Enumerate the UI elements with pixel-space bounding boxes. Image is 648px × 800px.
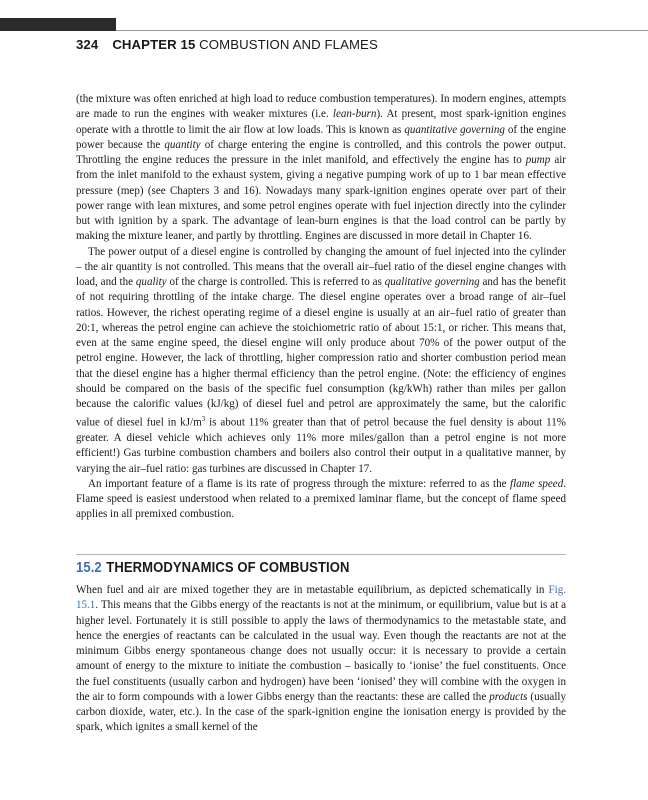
paragraph-1: (the mixture was often enriched at high load to reduce combustion temperatures). In modern engines, attempts are made to run the engines with weaker mixtures (i.e. lean-burn). At present, most spark-ignition engines operate with a throttle to limit the air flow at low loads. This is known as quantitative governing of the engine power because the quantity of charge entering the engine is controlled, and this controls the power output. Throttling the engine reduces the pressure in the inlet manifold, and effectively the engine has to pump air from the inlet manifold to the exhaust system, giving a negative pumping work of up to 1 bar mean effective pressure (mep) (see Chapters 3 and 16). Nowadays many spark-ignition engines operate over part of their power range with lean mixtures, and some petrol engines operate with fuel injection directly into the cylinder but with ignition by a spark. The advantage of lean-burn engines is that the load control can be partly by making the mixture leaner, and partly by throttling. Engines are discussed in more detail in Chapter 16. bbox=[76, 93, 566, 243]
section-rule bbox=[76, 554, 566, 555]
section-paragraph: When fuel and air are mixed together they are in metastable equilibrium, as depicted schematically in Fig. 15.1. This means that the Gibbs energy of the reactants is not at the minimum, or equilibrium, value but is at a higher level. Fortunately it is still possible to apply the laws of thermodynamics to the metastable state, and hence the energies of reactants can be calculated in the usual way. Even though the reactants are not at the minimum Gibbs energy spontaneous change does not usually occur: it is necessary to provide a certain amount of energy to the mixture to initiate the combustion – basically to ‘ionise’ the fuel constituents. Once the fuel constituents (usually carbon and hydrogen) have been ‘ionised’ they will combine with the oxygen in the air to form compounds with a lower Gibbs energy than the reactants: these are called the products (usually carbon dioxide, water, etc.). In the case of the spark-ignition engine the ionisation energy is provided by the spark, which ignites a small kernel of the bbox=[76, 584, 566, 734]
header-rule bbox=[116, 30, 648, 31]
running-head bbox=[76, 37, 378, 52]
body-text bbox=[76, 92, 566, 523]
paragraph-2: The power output of a diesel engine is controlled by changing the amount of fuel injected into the cylinder – the air quantity is not controlled. This means that the overall air–fuel ratio of the diesel engine changes with load, and the quality of the charge is controlled. This is referred to as qualitative governing and has the benefit of not requiring throttling of the intake charge. The diesel engine operates over a broad range of air–fuel ratios. However, the richest operating regime of a diesel engine is usually at an air–fuel ratio of greater than 20:1, whereas the petrol engine can achieve the stoichiometric ratio of about 15:1, or richer. This means that, even at the same engine speed, the diesel engine will only produce about 70% of the power output of the petrol engine. However, the lack of throttling, higher compression ratio and shorter combustion period mean that the diesel engine has a higher thermal efficiency than the petrol engine. (Note: the efficiency of engines should be compared on the basis of the specific fuel consumption (kg/kWh) rather than miles per gallon because the calorific values (kJ/kg) of diesel fuel and petrol are approximately the same, but the calorific value of diesel fuel in $kJ/m^3$ is about 11% greater than that of petrol because the fuel density is about 11% greater. A diesel vehicle which achieves only 11% more miles/gallon than a petrol engine is not more efficient!) Gas turbine combustion chambers and boilers also control their output in a qualitative manner, by varying the air–fuel ratio: gas turbines are discussed in Chapter 17. bbox=[76, 245, 567, 475]
page-number: 324 bbox=[76, 37, 99, 52]
section-number: 15.2 bbox=[76, 560, 102, 576]
chapter-label: CHAPTER 15 bbox=[112, 37, 196, 52]
section-heading bbox=[76, 560, 349, 576]
figure-link[interactable]: Fig. 15.1 bbox=[76, 584, 566, 612]
paragraph-3: An important feature of a flame is its rate of progress through the mixture: referred to as the flame speed. Flame speed is easiest understood when related to a premixed laminar flame, but the concept of flame speed applies in all premixed combustion. bbox=[76, 477, 566, 521]
section-title: THERMODYNAMICS OF COMBUSTION bbox=[106, 560, 350, 576]
header-bar bbox=[0, 18, 116, 31]
chapter-title: COMBUSTION AND FLAMES bbox=[199, 37, 378, 52]
